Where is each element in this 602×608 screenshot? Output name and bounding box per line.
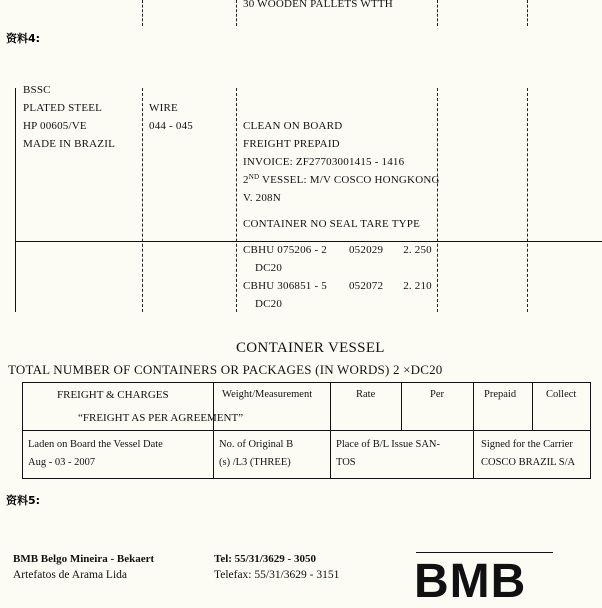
column-divider xyxy=(142,88,143,312)
voyage-number: V. 208N xyxy=(243,192,281,204)
place-issue-value: TOS xyxy=(336,457,356,468)
column-divider xyxy=(142,0,143,26)
freight-note: “FREIGHT AS PER AGREEMENT” xyxy=(78,412,244,424)
table-border xyxy=(22,382,23,479)
container-header: CONTAINER NO SEAL TARE TYPE xyxy=(243,218,420,230)
laden-label: Laden on Board the Vessel Date xyxy=(28,439,163,450)
collect-header: Collect xyxy=(546,389,577,400)
section-5-label: 资料5: xyxy=(6,494,41,507)
column-divider xyxy=(437,0,438,26)
table-border xyxy=(473,382,474,479)
table-border xyxy=(532,382,533,430)
company-name: BMB Belgo Mineira - Bekaert xyxy=(13,553,155,565)
marks-line: MADE IN BRAZIL xyxy=(23,138,116,150)
signed-label: Signed for the Carrier xyxy=(481,439,573,450)
weight-header: Weight/Measurement xyxy=(222,389,313,400)
table-border xyxy=(22,430,591,431)
column-divider xyxy=(527,88,528,312)
marks-line: HP 00605/VE xyxy=(23,120,87,132)
top-strip-text: 30 WOODEN PALLETS WTTH xyxy=(243,0,393,10)
original-bl-count: (s) /L3 (THREE) xyxy=(219,457,291,468)
total-containers-line: TOTAL NUMBER OF CONTAINERS OR PACKAGES (IN WORDS) 2 ×DC20 xyxy=(8,362,443,377)
table-border xyxy=(22,382,591,383)
table-border xyxy=(330,382,331,479)
container-vessel-title: CONTAINER VESSEL xyxy=(236,340,385,356)
table-border xyxy=(22,478,591,479)
left-border xyxy=(15,88,16,312)
second-vessel-line: 2ND VESSEL: M/V COSCO HONGKONG xyxy=(243,173,440,186)
original-bl-label: No. of Original B xyxy=(219,439,294,450)
table-border xyxy=(590,382,591,479)
logo-rule xyxy=(416,552,553,553)
section-4-label: 资料4: xyxy=(6,32,41,45)
table-border xyxy=(213,382,214,479)
column-divider xyxy=(236,0,237,26)
per-header: Per xyxy=(430,389,444,400)
wire-code: 044 - 045 xyxy=(149,120,193,132)
laden-date: Aug - 03 - 2007 xyxy=(28,457,96,468)
place-issue-label: Place of B/L Issue SAN- xyxy=(336,439,441,450)
table-border xyxy=(401,382,402,430)
wire-label: WIRE xyxy=(149,102,178,114)
description-line: CLEAN ON BOARD xyxy=(243,120,343,132)
column-divider xyxy=(236,88,237,312)
description-line: INVOICE: ZF27703001415 - 1416 xyxy=(243,156,405,168)
company-subname: Artefatos de Arama Lida xyxy=(13,569,127,581)
container-row: CBHU 075206 - 2 052029 2. 250 xyxy=(243,244,432,256)
bmb-logo: BMB xyxy=(414,555,527,608)
row-divider xyxy=(15,241,602,242)
container-type: DC20 xyxy=(255,298,283,310)
container-type: DC20 xyxy=(255,262,283,274)
carrier-name: COSCO BRAZIL S/A xyxy=(481,457,576,468)
marks-line: BSSC xyxy=(23,84,51,96)
description-line: FREIGHT PREPAID xyxy=(243,138,340,150)
freight-header: FREIGHT & CHARGES xyxy=(57,389,169,401)
column-divider xyxy=(527,0,528,26)
phone-number: Tel: 55/31/3629 - 3050 xyxy=(214,553,316,565)
fax-number: Telefax: 55/31/3629 - 3151 xyxy=(214,569,340,581)
column-divider xyxy=(437,88,438,312)
container-row: CBHU 306851 - 5 052072 2. 210 xyxy=(243,280,432,292)
rate-header: Rate xyxy=(356,389,376,400)
prepaid-header: Prepaid xyxy=(484,389,517,400)
marks-line: PLATED STEEL xyxy=(23,102,103,114)
